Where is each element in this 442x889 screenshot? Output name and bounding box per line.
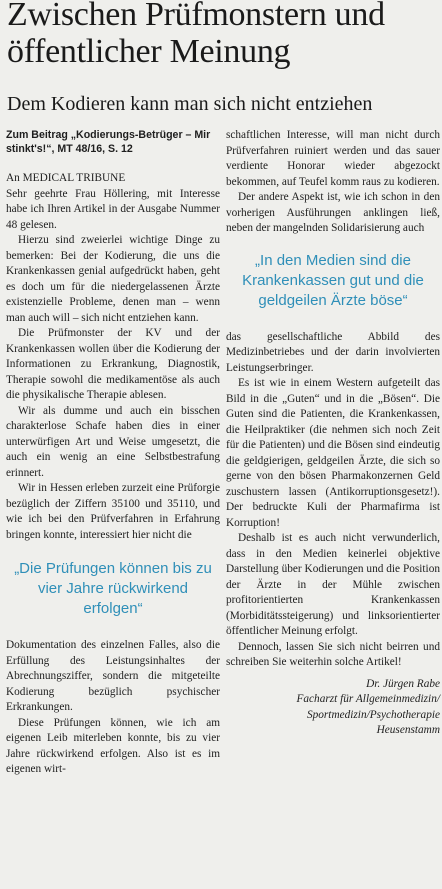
paragraph: Deshalb ist es auch nicht verwunderlich, dass in den Medien keinerlei objektive Darstellung über Kodierungen und die Position der Ärzte in der Mühle zwischen profitorientierten Krankenkassen (Morbiditätssteigerung) und linksorientierter öffentlicher Meinung erfolgt.: [226, 532, 440, 637]
paragraph: Sehr geehrte Frau Höllering, mit Interesse habe ich Ihren Artikel in der Ausgabe Nummer 48 gelesen.: [6, 187, 220, 231]
paragraph: Der andere Aspekt ist, wie ich schon in den vorherigen Ausführungen anklingen ließ, neben der mangelnden Solidarisierung auch: [226, 191, 440, 234]
paragraph: Wir als dumme und auch ein bisschen charakterlose Schafe haben dies in einer unterwürfigen Art und Weise umgesetzt, die auch ein wenig an eine Selbstbestrafung erinnert.: [6, 404, 220, 479]
column-left: [6, 128, 220, 778]
paragraph: Es ist wie in einem Western aufgeteilt das Bild in die „Guten“ und in die „Bösen“. Die Guten sind die Patienten, die Krankenkassen, die Heilpraktiker (die nehmen sich noch Zeit für die Patienten) und die Bösen sind eindeutig die geldgierigen, geldgeilen Ärzte, die sich so gerne von den bösen Pharmakonzernen Geld zuschustern lassen (Antikorruptionsgesetz!). Der bedruckte Kuli der Pharmafirma ist Korruption!: [226, 377, 440, 529]
pull-quote: „In den Medien sind die Krankenkassen gut und die geldgeilen Ärzte böse“: [242, 251, 424, 309]
subheadline: Dem Kodieren kann man sich nicht entziehen: [7, 93, 373, 115]
signature-name: Dr. Jürgen Rabe: [366, 677, 440, 690]
pull-quote: „Die Prüfungen können bis zu vier Jahre rückwirkend erfolgen“: [14, 560, 212, 617]
paragraph: das gesellschaftliche Abbild des Medizinbetriebes und der darin involvierten Leistungserbringer.: [226, 330, 440, 374]
paragraph: Dokumentation des einzelnen Falles, also die Erfüllung des Leistungsinhaltes der Abrechnungsziffer, sondern die mitgeteilte Kodierung bezüglich psychischer Erkrankungen.: [6, 639, 220, 713]
article-reference: Zum Beitrag „Kodierungs-Betrüger – Mir stinkt's!“, MT 48/16, S. 12: [6, 129, 211, 155]
column-right: [226, 128, 440, 739]
signature-title: Facharzt für Allgemeinmedizin/ Sportmedizin/Psychotherapie: [296, 693, 440, 721]
paragraph: schaftlichen Interesse, will man nicht durch Prüfverfahren ruiniert werden und das sauer verdiente Honorar wieder abgezockt bekommen, auf Teufel komm raus zu kodieren.: [226, 129, 440, 188]
headline: Zwischen Prüfmonstern und öffentlicher Meinung: [7, 0, 385, 70]
paragraph: Dennoch, lassen Sie sich nicht beirren und schreiben Sie weiterhin solche Artikel!: [226, 640, 440, 668]
addressee: An MEDICAL TRIBUNE: [6, 172, 126, 184]
paragraph: Hierzu sind zweierlei wichtige Dinge zu bemerken: Bei der Kodierung, die uns die Krankenkassen genial aufgedrückt haben, geht es doch um für die niedergelassenen Ärzte existenzielle Probleme, denen man – wenn man auch will – sich nicht entziehen kann.: [6, 234, 220, 324]
signature: [226, 677, 440, 739]
paragraph: Die Prüfmonster der KV und der Krankenkassen wollen über die Kodierung der Informationen zu Erkrankung, Diagnostik, Therapie sowohl die medikamentöse als auch die physikalische Therapie ablesen.: [6, 327, 220, 401]
signature-location: Heusenstamm: [376, 724, 440, 736]
paragraph: Diese Prüfungen können, wie ich am eigenen Leib miterleben konnte, bis zu vier Jahre rückwirkend erfolgen. Also ist es im eigenen wirt-: [6, 716, 220, 775]
paragraph: Wir in Hessen erleben zurzeit eine Prüforgie bezüglich der Ziffern 35100 und 35110, und wie ich bei den Prüfverfahren in Erfahrung bringen konnte, interessiert hier nicht die: [6, 482, 220, 541]
